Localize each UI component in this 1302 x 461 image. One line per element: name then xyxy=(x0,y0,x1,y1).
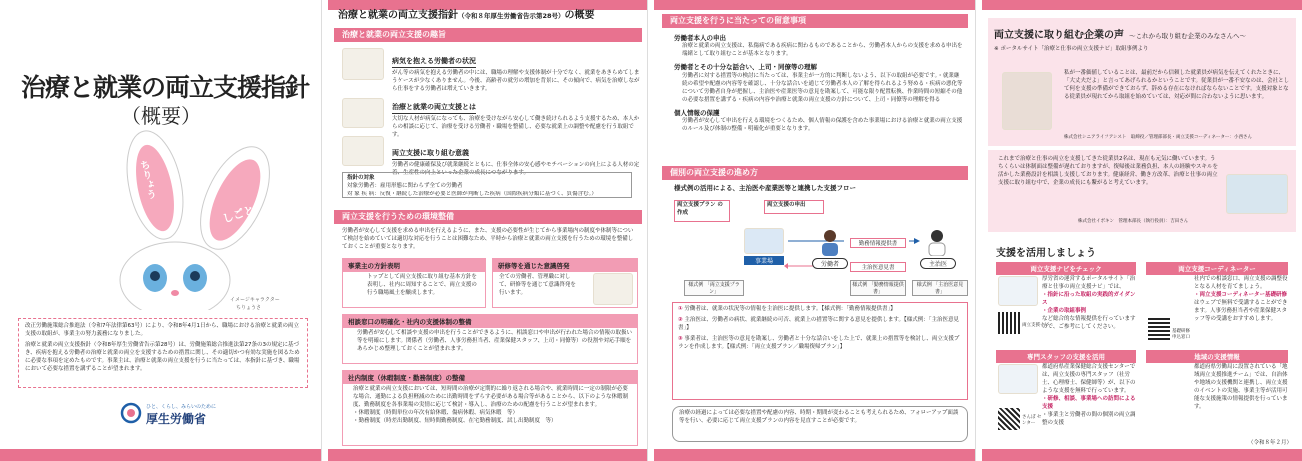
voice2-photo xyxy=(1226,174,1288,214)
intro-paragraph-2: 治療と就業の両立支援指針（令和8年厚生労働省告示第28号）は、労働施策総合推進法第27条の3の規定に基づき、疾病を抱える労働者の治療と就業の両立を支援するための措置に関し、その適切かつ有効な実施を図るために必要な事項を定めたものです。事業主は、治療と就業の両立支援を行うに当たっては、本指針に基づき、職場において必要な措置を講ずることが望まれます。 xyxy=(25,341,300,372)
page2-header-title: 治療と就業の両立支援指針 xyxy=(338,10,458,21)
flow-request-label: 両立支援の申出 xyxy=(767,202,806,208)
card-system-item1: ・休暇制度（時間単位の年次有給休暇、傷病休暇、病気休暇 等） xyxy=(353,409,519,416)
voices-title: 両立支援に取り組む企業の声 xyxy=(994,30,1124,41)
flow-arrows xyxy=(784,226,924,276)
note-discussion-title: 労働者とその十分な話合い、上司・同僚等の理解 xyxy=(674,63,817,72)
voice1-card xyxy=(988,66,1296,146)
illustration-office xyxy=(342,136,384,166)
flow-request-box xyxy=(764,200,824,214)
card-policy xyxy=(342,258,486,308)
card-system xyxy=(342,370,638,446)
voices-header xyxy=(988,18,1296,66)
coordinator-card-bullet2: はウェブで無料で受講することができます。人事労務担当者や産業保健スタッフ等の受講をおすすめします。 xyxy=(1194,299,1288,322)
card-system-title: 社内制度（休暇制度・勤務制度）の整備 xyxy=(343,371,637,384)
flow-worker-label: 労働者 xyxy=(812,258,848,269)
target-box-line2: 対 象 疾 病：反復・継続した治療が必要と医師が判断した疾病（国際疾病分類に基づく、負傷含む。） xyxy=(347,190,597,197)
sub-support-definition-text: 大切な人材が病気になっても、治療を受けながら安心して働き続けられるよう支援するため、本人からの相談に応じて、治療を受ける労働者・職場を整備し、必要な就業上の調整や配慮を行う取組です。 xyxy=(392,115,640,138)
voice2-quote: これまで治療と仕事の両立を支援してきた従業員2名は、現在も元気に働いています。うちくらいは体制面は整備が遅れておりますが、復帰後は業務負担、本人の経験やスキルを活かした業務設計を相談し支援しております。健康経営、働き方改革、治療と仕事の両立支援に取り組む中で、企業の成長にも繋がると考えています。 xyxy=(998,156,1218,186)
flow-doctor-label: 主治医 xyxy=(920,258,956,269)
page2-bottom-bar xyxy=(328,449,647,461)
step-3: ③ 事業者は、主治医等の意見を勘案し、労働者と十分な話合いをした上で、就業上の措置等を検討し、両立支援プランを作成します。【様式例：「両立支援プラン／職場復帰プラン」】 xyxy=(678,335,960,350)
staff-card-bullet1: ・研修、相談、事業場への訪問による支援 xyxy=(1042,395,1136,410)
card-policy-title: 事業主の方針表明 xyxy=(343,259,485,272)
card-system-text: 治療と就業の両立支援においては、短時間の治療が定期的に繰り返される場合や、就業時間に一定の制限が必要な場合、通勤による負担軽減のために出勤時間をずらす必要がある場合等があることから、以下のような休暇制度、勤務制度を各事業場の実情に応じて検討・導入し、治療のための配慮を行うことが望まれます。 xyxy=(353,386,629,408)
sanpo-center-illustration xyxy=(998,364,1038,394)
flow-title: 様式例の活用による、主治医や産業医等と連携した支援フロー xyxy=(674,184,856,192)
local-card-title: 地域の支援情報 xyxy=(1146,350,1288,363)
illustration-meeting xyxy=(342,98,384,128)
illustration-training xyxy=(593,273,633,305)
coordinator-card-text: 社内での相談窓口、両立支援の調整役となる人材を育てましょう。 xyxy=(1194,276,1288,290)
ministry-name: 厚生労働省 xyxy=(146,412,207,426)
use-support-title: 支援を活用しましょう xyxy=(996,248,1096,259)
coordinator-qr-label: 基礎研修 申込窓口 xyxy=(1172,329,1190,340)
intro-box xyxy=(18,318,308,388)
ear-right-label: しごと xyxy=(220,203,257,226)
navi-card-bullet2: ・企業の取組事例 xyxy=(1042,307,1087,314)
navi-card-text: 厚労省の運営するポータルサイト「治療と仕事の両立支援ナビ」では、 xyxy=(1042,276,1136,290)
intro-paragraph-1: 改正労働施策総合推進法（令和7年法律第63号）により、令和8年4月1日から、職場における治療と就業の両立支援の取組が、事業主の努力義務になりました。 xyxy=(25,323,299,337)
navi-card-bullet1: ・指針に沿った取組の実践的ガイダンス xyxy=(1042,291,1136,306)
page2-header-note: （令和８年厚生労働省告示第28号） xyxy=(458,12,565,20)
section-individual-support: 個別の両立支援の進め方 xyxy=(662,166,968,180)
steps-box xyxy=(672,302,968,400)
coordinator-qr-code[interactable] xyxy=(1148,318,1170,340)
process-page xyxy=(654,0,976,461)
sub-significance-text: 労働者の健康確保及び就業継続とともに、仕事全体の安心感やモチベーションの向上による人材の定着、生産性の向上といった企業の成長につながります。 xyxy=(392,161,640,176)
followup-note xyxy=(672,406,968,442)
voice2-card xyxy=(988,150,1296,232)
sub-worker-status: 病気を抱える労働者の状況 xyxy=(392,56,476,68)
mascot-caption: イメージキャラクター xyxy=(230,297,280,303)
step-2: ② 主治医は、労働者の病状、就業継続の可否、就業上の措置等に関する意見を提供します。【様式例：「主治医意見書」】 xyxy=(678,316,959,331)
voice2-company: 株式会社イボキン 管理本部長（執行役員）：吉田さん xyxy=(1078,219,1189,224)
coordinator-card-bullet1: ・両立支援コーディネーター基礎研修 xyxy=(1194,291,1288,298)
voices-subtitle: 〜これから取り組む企業のみなさんへ〜 xyxy=(1129,32,1246,40)
navi-qr-code[interactable] xyxy=(998,312,1020,334)
note-request-title: 労働者本人の申出 xyxy=(674,34,726,42)
card-training xyxy=(492,258,638,308)
section-environment-text: 労働者が安心して支援を求める申出を行えるように、また、支援の必要性が生じてから事業場内の制度や体制等について検討を始めていては適切な対応を行うことは困難なため、平時から治療と就業の両立支援を行うための環境を整備しておくことが重要となります。 xyxy=(342,228,634,250)
coordinator-card-title: 両立支援コーディネーター xyxy=(1146,262,1288,275)
target-box-title: 指針の対象 xyxy=(347,175,375,181)
note-discussion-text: 労働者に対する措置等の検討に当たっては、事業主が一方的に判断しないよう、以下の取組が必要です。・就業継続の希望や配慮の内容等を確認し、十分な話合いを通じて労働者本人の了解を得られるよう努める・疾病の悪化等について労働者自身が把握し、主治医や産業医等の意見を勘案して、可能な限り配置転換、作業時間の短縮その他の必要な措置を講ずる・疾病の内容や治療と就業の両立支援の方針について、上司・同僚等の理解を得る xyxy=(682,72,963,103)
card-consultation-text: 労働者が安心して相談や支援の申出を行うことができるように、相談窓口や申出が行われた場合の情報の取扱い等を明確にします。関係者（労働者、人事労務担当者、産業保健スタッフ、上司・同僚等）の役割や対応手順をあらかじめ整理しておくことが望まれます。 xyxy=(357,330,633,352)
step-3-text: 事業者は、主治医等の意見を勘案し、労働者と十分な話合いをした上で、就業上の措置等を検討し、両立支援プランを作成します。【様式例：「両立支援プラン／職場復帰プラン」】 xyxy=(678,335,960,350)
staff-card-bullet2: ・事業主と労働者の間の個別の両立調整の支援 xyxy=(1042,411,1136,426)
sanpo-qr-code[interactable] xyxy=(998,408,1020,430)
cover-subtitle: （概要） xyxy=(121,104,201,128)
card-policy-text: トップとして両立支援に取り組む基本方針を表明し、社内に周知することで、両立支援の行う職場風土を醸成します。 xyxy=(367,274,477,296)
navi-card-title: 両立支援ナビをチェック xyxy=(996,262,1136,275)
card-consultation xyxy=(342,314,638,364)
step-1: ① 労働者は、就業の状況等の情報を主治医に提供します。【様式例：「勤務情報提供書」】 xyxy=(678,306,896,312)
illustration-company-building xyxy=(744,228,784,254)
target-box-line1: 対象労働者：雇用形態に関わらず全ての労働者 xyxy=(347,182,463,189)
voice1-company: 株式会社シニアライフアシスト 取締役／管理部部長・両立支援コーディネーター：小西さん xyxy=(1064,135,1253,140)
mascot-name: ちりょうさ xyxy=(236,305,262,311)
target-box xyxy=(342,172,632,198)
local-card-text: 都道府県労働局に設置されている「地域両立支援推進チーム」では、自治体や地域の支援機関と連携し、両立支援のイベントの実施、事業主等が活用可能な支援施策の情報提供を行っています。 xyxy=(1194,364,1288,410)
card-training-text: 全ての労働者、管理職に対して、研修等を通じて意識啓発を行います。 xyxy=(499,274,576,296)
staff-card-title: 専門スタッフの支援を活用 xyxy=(996,350,1136,363)
ministry-tagline: ひと、くらし、みらいのために xyxy=(146,404,217,410)
worker-person-icon xyxy=(817,228,843,256)
staff-card-body xyxy=(1042,364,1136,428)
followup-note-text: 治療の経過によっては必要な措置や配慮の内容、時期・期間が変わることも考えられるため、フォローアップ面談等を行い、必要に応じて両立支援プランの内容を見直すことが必要です。 xyxy=(679,410,959,424)
cover-bottom-bar xyxy=(0,449,321,461)
mascot-illustration xyxy=(100,130,290,310)
flow-form-info: 様式例 「勤務情報提供書」 xyxy=(850,280,906,296)
flow-plan-label: 両立支援プラン の作成 xyxy=(677,202,723,216)
voices-page xyxy=(982,0,1302,461)
sub-worker-status-text: がん等の病気を抱える労働者の中には、職場の理解や支援体制が十分でなく、就業をあきらめてしまうケースが少なくありません。今後、高齢者の就労の増加を背景に、その傾向で、病気を治療しながら仕事をする労働者は増えていきます。 xyxy=(392,70,640,92)
flow-company-label: 事業場 xyxy=(744,256,784,265)
step-1-text: 労働者は、就業の状況等の情報を主治医に提供します。【様式例：「勤務情報提供書」】 xyxy=(684,306,896,312)
flow-form-opinion: 様式例 「主治医意見書」 xyxy=(912,280,968,296)
staff-card-text: 都道府県産業保健総合支援センターでは、両立支援の専門スタッフ（社労士、心理療士、保健師等）が、以下のような支援を無料で行っています。 xyxy=(1042,364,1136,394)
page4-bottom-bar xyxy=(982,449,1302,461)
note-privacy-title: 個人情報の保護 xyxy=(674,108,720,117)
card-training-title: 研修等を通じた意識啓発 xyxy=(493,259,637,272)
cover-title: 治療と就業の両立支援指針 xyxy=(20,73,309,102)
flow-plan-box xyxy=(674,200,730,222)
flow-opinion-badge: 主治医意見書 xyxy=(850,262,906,272)
note-request-text: 治療と就業の両立支援は、私傷病である疾病に関わるものであることから、労働者本人からの支援を求める申出を端緒として取り組むことが基本となります。 xyxy=(682,43,963,58)
publication-date: （令和８年２月） xyxy=(1247,440,1292,446)
voices-source-note: ※ ポータルサイト「治療と仕事の両立支援ナビ」取組事例より xyxy=(994,46,1149,52)
section-environment: 両立支援を行うための環境整備 xyxy=(334,210,642,224)
voice1-quote: 私が一番価値していることは、最前だから信頼した就業員が病気を伝えてくれたときに、「大丈夫だよ」と言ってあげられるかということです。従業員が一番不安なのは、会社として何を支援の準備ができておらず、辞める存在になければならないことです。支援対象となる従業員が現れてから取組を始めていては、対応が間に合わないように思います。 xyxy=(1064,70,1290,100)
navi-screenshot xyxy=(998,276,1038,306)
page3-top-bar xyxy=(654,0,975,10)
overview-page xyxy=(328,0,648,461)
ministry-logo-icon xyxy=(120,402,142,424)
page4-top-bar xyxy=(982,0,1302,10)
page2-header-suffix: の概要 xyxy=(564,10,595,21)
flow-form-plan: 様式例 「両立支援プラン」 xyxy=(684,280,744,296)
sub-significance: 両立支援に取り組む意義 xyxy=(392,148,469,160)
card-consultation-title: 相談窓口の明確化・社内の支援体制の整備 xyxy=(343,315,637,328)
illustration-workers xyxy=(342,48,384,80)
doctor-person-icon xyxy=(924,228,950,256)
coordinator-card-body xyxy=(1194,276,1290,324)
voice1-photo xyxy=(1002,72,1052,130)
flow-info-badge: 勤務情報提供書 xyxy=(850,238,906,248)
page3-bottom-bar xyxy=(654,449,975,461)
card-system-item2: ・勤務制度（時差出勤制度、短時間勤務制度、在宅勤務制度、試し出勤制度 等） xyxy=(353,417,557,424)
sub-support-definition: 治療と就業の両立支援とは xyxy=(392,102,476,114)
navi-qr-label: 両立支援ナビ xyxy=(1022,323,1049,328)
section-purpose: 治療と就業の両立支援の趣旨 xyxy=(334,28,642,42)
step-2-text: 主治医は、労働者の病状、就業継続の可否、就業上の措置等に関する意見を提供します。【様式例：「主治医意見書」】 xyxy=(678,316,959,331)
sanpo-qr-label: さんぽ センター xyxy=(1022,415,1042,426)
cover-page xyxy=(0,0,322,461)
page2-header xyxy=(338,6,595,21)
ear-left-label: ちりょう xyxy=(136,159,157,201)
navi-card-bullet3: など総合的な情報提供を行っていますので、ご参考にしてください。 xyxy=(1042,315,1136,330)
section-considerations: 両立支援を行うに当たっての留意事項 xyxy=(662,14,968,28)
navi-card-body xyxy=(1042,276,1136,332)
note-privacy-text: 労働者が安心して申出を行える環境をつくるため、個人情報の保護を含めた事業場における治療と就業の両立支援のルール及び体制の整備・明確化が重要となります。 xyxy=(682,118,963,133)
